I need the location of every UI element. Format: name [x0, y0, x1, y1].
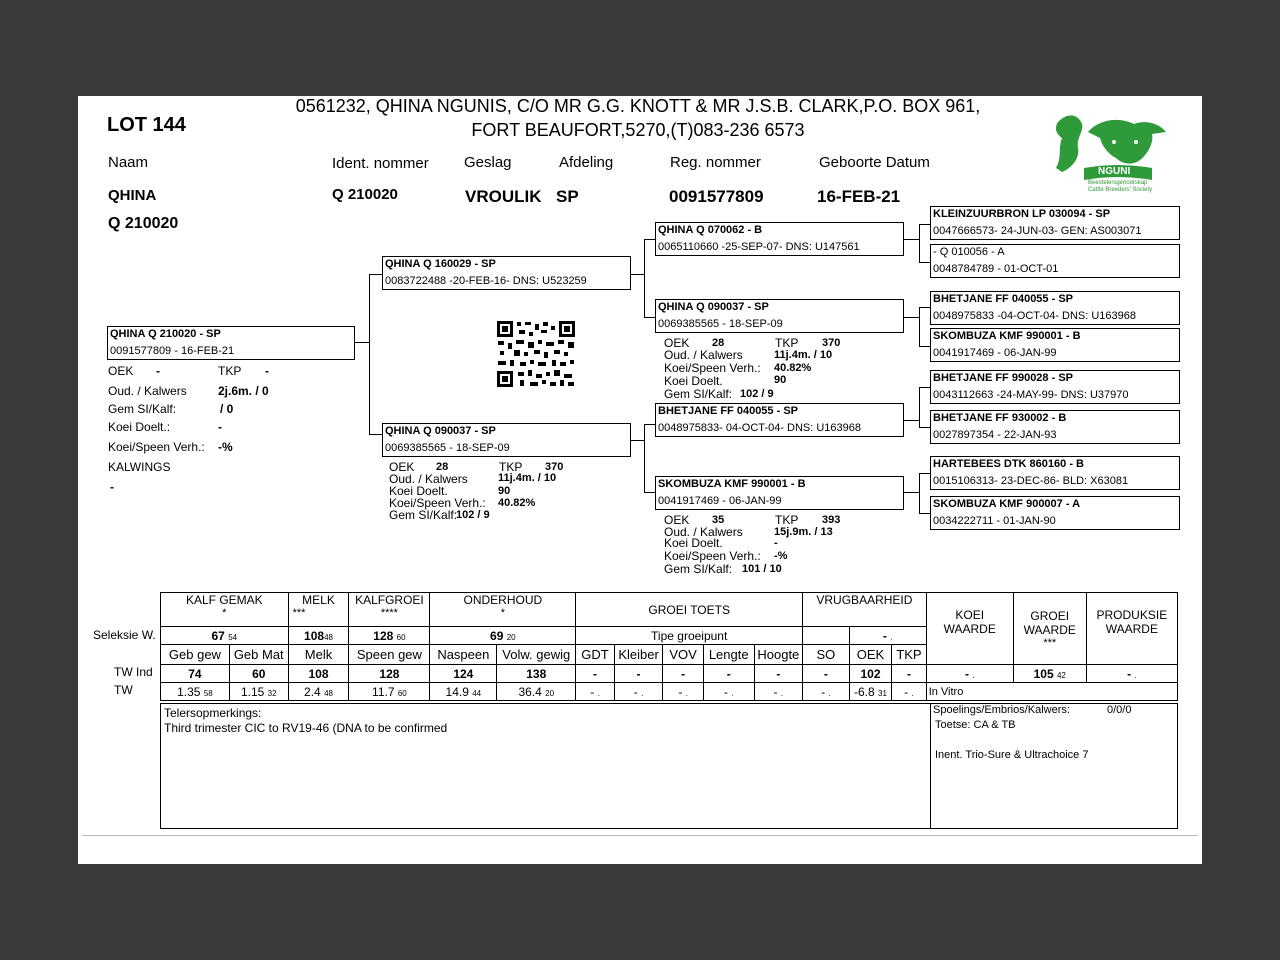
sel-melk: [288, 627, 349, 645]
dam-dam-oek-label: OEK: [664, 513, 690, 527]
sire-sire-box: [655, 222, 904, 256]
dam-sire-name: BHETJANE FF 040055 - SP: [658, 405, 798, 417]
spoelings-label: Spoelings/Embrios/Kalwers:: [933, 704, 1070, 716]
sire-dam-koei-value: 90: [774, 374, 787, 386]
sel-kalfgroei-sub: 60: [396, 632, 406, 642]
dam-dam-tkp-label: TKP: [775, 513, 799, 527]
tw-cell: [349, 683, 430, 701]
tw-sub: .: [828, 688, 831, 698]
header-groei-label-2: WAARDE: [1023, 622, 1076, 637]
tw-cell: [803, 683, 850, 701]
sire-box: [382, 256, 631, 290]
column-header: TKP: [892, 645, 926, 665]
dam-speen-label: Koei/Speen Verh.:: [389, 496, 486, 510]
header-kalf-gemak-label: KALF GEMAK: [185, 593, 263, 607]
tw-cell: [229, 683, 288, 701]
dam-dam-reg: 0041917469 - 06-JAN-99: [658, 495, 782, 507]
ancestor-reg: 0034222711 - 01-JAN-90: [933, 515, 1056, 527]
animal-koei-value: -: [218, 420, 222, 434]
sel-onderhoud: [430, 627, 576, 645]
dam-dam-oek-value: 35: [712, 514, 725, 526]
label-reg: Reg. nommer: [670, 154, 761, 171]
dam-oud-label: Oud. / Kalwers: [389, 472, 468, 486]
inent-text: Inent. Trio-Sure & Ultrachoice 7: [935, 749, 1089, 761]
ancestor-box: [930, 370, 1180, 404]
header-melk-stars: ***: [292, 607, 306, 619]
twind-cell: -: [663, 665, 704, 683]
groei-waarde-cell-value: 105: [1033, 666, 1054, 681]
value-ident: Q 210020: [332, 186, 398, 203]
header-kalfgroei-label: KALFGROEI: [355, 593, 424, 607]
tw-value: -: [633, 684, 638, 699]
tw-value: 14.9: [445, 684, 469, 699]
tw-sub: 60: [397, 688, 407, 698]
dam-dam-oud-value: 15j.9m. / 13: [774, 526, 833, 538]
koei-waarde-cell-value: -: [964, 666, 969, 681]
animal-name: QHINA Q 210020 - SP: [110, 328, 221, 340]
dam-koei-label: Koei Doelt.: [389, 484, 448, 498]
twind-cell: -: [576, 665, 614, 683]
animal-koei-label: Koei Doelt.:: [108, 420, 171, 434]
dam-dam-tkp-value: 393: [822, 514, 841, 526]
sel-melk-value: 108: [304, 628, 325, 643]
sel-kalfgroei: [349, 627, 430, 645]
dam-tkp-value: 370: [545, 461, 564, 473]
header-koei-label-2: WAARDE: [943, 621, 996, 636]
twind-cell: -: [703, 665, 754, 683]
sel-melk-sub: 48: [324, 632, 333, 642]
tw-cell: [288, 683, 349, 701]
tw-cell: [663, 683, 704, 701]
ancestor-box: [930, 496, 1180, 530]
header-onderhoud-stars: *: [500, 607, 505, 619]
row-label-seleksie: Seleksie W.: [93, 628, 156, 642]
value-naam-line2: Q 210020: [108, 215, 179, 232]
header-groei-toets: GROEI TOETS: [576, 593, 803, 627]
animal-oud-value: 2j.6m. / 0: [218, 384, 269, 398]
ancestor-reg: 0027897354 - 22-JAN-93: [933, 429, 1057, 441]
groei-waarde-cell-sub: 42: [1056, 670, 1066, 680]
column-header: Kleiber: [614, 645, 663, 665]
tw-value: 1.35: [177, 684, 201, 699]
tw-cell: [754, 683, 803, 701]
tw-sub: 58: [203, 688, 213, 698]
sale-catalogue-page: [78, 96, 1202, 864]
tw-cell: [614, 683, 663, 701]
tipe-groeipunt: Tipe groeipunt: [576, 627, 803, 645]
dam-dam-gem-label: Gem SI/Kalf:: [664, 562, 733, 576]
qr-code-icon: [496, 320, 576, 388]
dam-tkp-label: TKP: [499, 460, 523, 474]
sel-onderhoud-value: 69: [490, 628, 504, 643]
value-naam: QHINA: [108, 187, 157, 204]
logo-sub1: Beestelersgenootskap: [1088, 180, 1148, 186]
ancestor-box: [930, 206, 1180, 240]
sire-dam-speen-label: Koei/Speen Verh.:: [664, 361, 761, 375]
twind-cell: 128: [349, 665, 430, 683]
produksie-waarde-cell-sub: .: [1134, 670, 1137, 680]
vrug-empty: [803, 627, 850, 645]
animal-speen-value: -%: [218, 440, 233, 454]
tw-value: -: [773, 684, 778, 699]
sire-dam-oek-value: 28: [712, 337, 725, 349]
tw-cell: [849, 683, 892, 701]
dam-name: QHINA Q 090037 - SP: [385, 425, 496, 437]
dam-dam-speen-label: Koei/Speen Verh.:: [664, 549, 761, 563]
row-label-tw: TW: [114, 683, 133, 697]
header-kalf-gemak: [161, 593, 289, 627]
animal-oek-label: OEK: [108, 364, 134, 378]
sire-dam-gem-label: Gem SI/Kalf:: [664, 387, 733, 401]
animal-reg: 0091577809 - 16-FEB-21: [110, 345, 235, 357]
ancestor-reg: 0041917469 - 06-JAN-99: [933, 347, 1057, 359]
vrug-sel-value: -: [882, 628, 887, 643]
header-groei-label: GROEI: [1030, 608, 1070, 623]
label-ident: Ident. nommer: [332, 155, 429, 172]
column-header: Geb Mat: [229, 645, 288, 665]
sire-dam-reg: 0069385565 - 18-SEP-09: [658, 318, 783, 330]
sel-kalf-value: 67: [211, 628, 225, 643]
header-onderhoud: [430, 593, 576, 627]
logo-sub2: Cattle Breeders' Society: [1088, 187, 1153, 193]
twind-cell: -: [614, 665, 663, 683]
column-header: Melk: [288, 645, 349, 665]
remarks-text: Third trimester CIC to RV19-46 (DNA to be confirmed: [164, 721, 448, 735]
dam-gem-value: 102 / 9: [456, 509, 490, 521]
column-header: GDT: [576, 645, 614, 665]
tw-value: 36.4: [518, 684, 542, 699]
in-vitro-cell: In Vitro: [926, 683, 1177, 701]
header-vrugbaarheid: VRUGBAARHEID: [803, 593, 927, 627]
header-groei-waarde: [1013, 593, 1086, 665]
ancestor-name: SKOMBUZA KMF 900007 - A: [933, 498, 1081, 510]
sel-onderhoud-sub: 20: [506, 632, 516, 642]
header-produksie-label-2: WAARDE: [1105, 621, 1158, 636]
ancestor-name: - Q 010056 - A: [933, 246, 1005, 258]
sel-kalfgroei-value: 128: [373, 628, 394, 643]
column-header: SO: [803, 645, 850, 665]
ancestor-box: [930, 456, 1180, 490]
tw-cell: [892, 683, 926, 701]
column-header: Hoogte: [754, 645, 803, 665]
tw-sub: .: [780, 688, 784, 698]
tw-sub: .: [731, 688, 734, 698]
spoelings-value: 0/0/0: [1107, 704, 1132, 716]
qr-code: [496, 320, 576, 388]
value-afdeling: SP: [556, 187, 579, 206]
header-produksie-label: PRODUKSIE: [1096, 607, 1168, 622]
animal-tkp-value: -: [265, 364, 269, 378]
dam-dam-box: [655, 476, 904, 510]
address-line-1: 0561232, QHINA NGUNIS, C/O MR G.G. KNOTT & MR J.S.B. CLARK,P.O. BOX 961,: [295, 96, 981, 116]
twind-row: [161, 665, 1178, 683]
sire-sire-reg: 0065110660 -25-SEP-07- DNS: U147561: [658, 241, 860, 253]
tw-sub: .: [641, 688, 644, 698]
tw-cell: [430, 683, 497, 701]
sire-reg: 0083722488 -20-FEB-16- DNS: U523259: [385, 275, 587, 287]
column-header: Naspeen: [430, 645, 497, 665]
column-header: OEK: [849, 645, 892, 665]
dam-reg: 0069385565 - 18-SEP-09: [385, 442, 510, 454]
ancestor-reg: 0043112663 -24-MAY-99- DNS: U37970: [933, 389, 1129, 401]
animal-speen-label: Koei/Speen Verh.:: [108, 440, 205, 454]
header-groei-stars: ***: [1043, 636, 1057, 649]
dam-oek-label: OEK: [389, 460, 415, 474]
produksie-waarde-cell-value: -: [1127, 666, 1132, 681]
ancestor-name: KLEINZUURBRON LP 030094 - SP: [933, 208, 1111, 220]
sire-dam-tkp-label: TKP: [775, 336, 799, 350]
tw-row: [161, 683, 1178, 701]
label-afdeling: Afdeling: [559, 154, 614, 171]
animal-oud-label: Oud. / Kalwers: [108, 384, 187, 398]
ancestor-reg: 0015106313- 23-DEC-86- BLD: X63081: [933, 475, 1129, 487]
tw-value: 2.4: [304, 684, 321, 699]
tw-sub: 48: [324, 688, 333, 698]
sire-sire-name: QHINA Q 070062 - B: [658, 224, 763, 236]
sire-dam-box: [655, 299, 904, 333]
dam-box: [382, 423, 631, 457]
ancestor-reg: 0048975833 -04-OCT-04- DNS: U163968: [933, 310, 1137, 322]
tw-sub: .: [685, 688, 688, 698]
sire-dam-name: QHINA Q 090037 - SP: [658, 301, 769, 313]
tw-sub: 32: [267, 688, 277, 698]
remarks-title: Telersopmerkings:: [164, 706, 262, 720]
animal-gem-value: / 0: [220, 402, 234, 416]
header-melk: [288, 593, 349, 627]
value-geslag: VROULIK: [465, 187, 542, 206]
twind-cell: 60: [229, 665, 288, 683]
header-koei-waarde: [926, 593, 1013, 665]
sire-dam-gem-value: 102 / 9: [740, 388, 774, 400]
tw-sub: 44: [472, 688, 482, 698]
label-naam: Naam: [108, 154, 149, 171]
vrug-sel: [849, 627, 926, 645]
header-onderhoud-label: ONDERHOUD: [463, 593, 543, 607]
header-melk-label: MELK: [302, 593, 335, 607]
sire-dam-tkp-value: 370: [822, 337, 841, 349]
logo-name: NGUNI: [1098, 166, 1131, 177]
column-header: Volw. gewig: [497, 645, 576, 665]
sire-dam-oud-label: Oud. / Kalwers: [664, 348, 743, 362]
tw-value: -: [678, 684, 683, 699]
animal-kalwings-value: -: [110, 480, 114, 494]
sire-dam-oud-value: 11j.4m. / 10: [774, 349, 833, 361]
twind-cell: 138: [497, 665, 576, 683]
tw-value: 1.15: [240, 684, 265, 699]
koei-waarde-cell: [926, 665, 1013, 683]
ancestor-reg: 0047666573- 24-JUN-03- GEN: AS003071: [933, 225, 1142, 237]
dam-dam-gem-value: 101 / 10: [742, 563, 782, 575]
dam-oek-value: 28: [436, 461, 449, 473]
twind-cell: 124: [430, 665, 497, 683]
tw-sub: 31: [878, 688, 887, 698]
produksie-waarde-cell: [1086, 665, 1177, 683]
animal-oek-value: -: [156, 364, 160, 378]
twind-cell: -: [892, 665, 926, 683]
ancestor-reg: 0048784789 - 01-OCT-01: [933, 263, 1059, 275]
label-geboorte: Geboorte Datum: [819, 154, 930, 171]
address-line-2: FORT BEAUFORT,5270,(T)083-236 6573: [471, 120, 805, 140]
dam-gem-label: Gem SI/Kalf:: [389, 508, 458, 522]
twind-cell: -: [803, 665, 850, 683]
row-label-twind: TW Ind: [114, 665, 153, 679]
ancestor-box: [930, 244, 1180, 278]
tw-cell: [703, 683, 754, 701]
column-header: VOV: [663, 645, 704, 665]
koei-waarde-cell-sub: .: [972, 670, 975, 680]
dam-dam-oud-label: Oud. / Kalwers: [664, 525, 743, 539]
label-geslag: Geslag: [464, 154, 512, 171]
ancestor-name: BHETJANE FF 990028 - SP: [933, 372, 1073, 384]
twind-cell: 74: [161, 665, 230, 683]
sire-dam-speen-value: 40.82%: [774, 362, 812, 374]
sel-kalf-sub: 54: [228, 632, 238, 642]
ancestor-name: BHETJANE FF 040055 - SP: [933, 293, 1073, 305]
tw-cell: [497, 683, 576, 701]
header-kalfgroei-stars: ****: [380, 607, 398, 619]
dam-oud-value: 11j.4m. / 10: [498, 472, 557, 484]
value-geboorte: 16-FEB-21: [817, 187, 901, 206]
ancestor-name: HARTEBEES DTK 860160 - B: [933, 458, 1084, 470]
value-reg: 0091577809: [669, 187, 764, 206]
dam-dam-name: SKOMBUZA KMF 990001 - B: [658, 478, 806, 490]
column-header: Geb gew: [161, 645, 230, 665]
animal-kalwings-label: KALWINGS: [108, 460, 171, 474]
toetse-text: Toetse: CA & TB: [935, 719, 1016, 731]
column-header: Lengte: [703, 645, 754, 665]
tw-value: 11.7: [372, 684, 395, 699]
sel-kalf: [161, 627, 289, 645]
dam-koei-value: 90: [498, 485, 511, 497]
dam-sire-reg: 0048975833- 04-OCT-04- DNS: U163968: [658, 422, 862, 434]
ancestor-box: [930, 410, 1180, 444]
dam-sire-box: [655, 403, 904, 437]
tw-sub: .: [911, 688, 914, 698]
dam-dam-koei-label: Koei Doelt.: [664, 536, 723, 550]
ancestor-box: [930, 291, 1180, 325]
remarks-box: [160, 703, 1178, 829]
dam-speen-value: 40.82%: [498, 497, 536, 509]
vrug-sel-sub: .: [890, 632, 893, 642]
animal-box: [107, 326, 355, 360]
header-produksie-waarde: [1086, 593, 1177, 665]
evaluation-table: [160, 592, 1178, 701]
tw-value: -: [821, 684, 826, 699]
sire-dam-oek-label: OEK: [664, 336, 690, 350]
header-koei-label: KOEI: [955, 607, 985, 622]
lot-number: LOT 144: [107, 114, 186, 136]
tw-sub: 20: [545, 688, 555, 698]
tw-cell: [161, 683, 230, 701]
dam-dam-speen-value: -%: [774, 550, 788, 562]
tw-value: -: [904, 684, 909, 699]
ancestor-name: BHETJANE FF 930002 - B: [933, 412, 1067, 424]
tw-value: -6.8: [854, 684, 875, 699]
dam-dam-koei-value: -: [774, 537, 778, 549]
tw-cell: [576, 683, 614, 701]
animal-gem-label: Gem SI/Kalf:: [108, 402, 177, 416]
column-header: Speen gew: [349, 645, 430, 665]
sire-name: QHINA Q 160029 - SP: [385, 258, 496, 270]
ancestor-name: SKOMBUZA KMF 990001 - B: [933, 330, 1081, 342]
tw-value: -: [723, 684, 728, 699]
sire-dam-koei-label: Koei Doelt.: [664, 374, 723, 388]
nguni-logo: [1048, 102, 1188, 196]
tw-value: -: [590, 684, 595, 699]
header-kalfgroei: [349, 593, 430, 627]
header-kalf-gemak-stars: *: [222, 607, 227, 619]
twind-cell: 108: [288, 665, 349, 683]
animal-tkp-label: TKP: [218, 364, 242, 378]
ancestor-box: [930, 328, 1180, 362]
twind-cell: -: [754, 665, 803, 683]
tw-sub: .: [597, 688, 600, 698]
twind-cell: 102: [849, 665, 892, 683]
groei-waarde-cell: [1013, 665, 1086, 683]
